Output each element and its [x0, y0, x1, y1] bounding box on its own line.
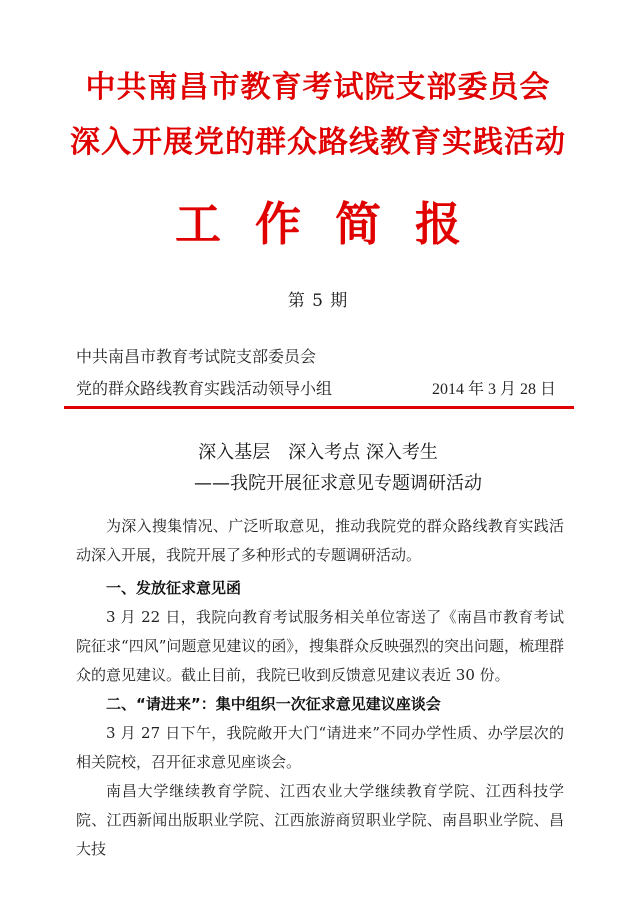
section-1-paragraph: 3 月 22 日，我院向教育考试服务相关单位寄送了《南昌市教育考试院征求“四风”问题意见建议的函》，搜集群众反映强烈的突出问题，梳理群众的意见建议。截止目前，我院已收到反馈意见建议表近 30 份。	[76, 608, 564, 684]
brief-title: 工作简报	[175, 197, 495, 251]
issue-number: 第 5 期	[287, 291, 349, 311]
issuer-group: 党的群众路线教育实践活动领导小组	[76, 379, 333, 398]
header-org-line: 中共南昌市教育考试院支部委员会	[85, 70, 551, 105]
red-divider	[64, 406, 574, 409]
section-2-paragraph-continued: 南昌大学继续教育学院、江西农业大学继续教育学院、江西科技学院、江西新闻出版职业学院、江西旅游商贸职业学院、南昌职业学院、昌大技	[76, 782, 564, 858]
article-title: 深入基层 深入考点 深入考生	[198, 442, 438, 463]
section-2-heading: 二、“请进来”：集中组织一次征求意见建议座谈会	[106, 695, 441, 713]
issue-date: 2014 年 3 月 28 日	[431, 381, 556, 398]
header-campaign-line: 深入开展党的群众路线教育实践活动	[70, 125, 566, 160]
intro-paragraph: 为深入搜集情况、广泛听取意见，推动我院党的群众路线教育实践活动深入开展，我院开展了多种形式的专题调研活动。	[76, 517, 564, 564]
section-1-heading: 一、发放征求意见函	[106, 579, 242, 597]
issuer-org: 中共南昌市教育考试院支部委员会	[76, 347, 317, 366]
section-2-paragraph: 3 月 27 日下午，我院敞开大门“请进来”不同办学性质、办学层次的相关院校，召开征求意见座谈会。	[76, 724, 564, 771]
article-subtitle: ——我院开展征求意见专题调研活动	[194, 473, 482, 494]
